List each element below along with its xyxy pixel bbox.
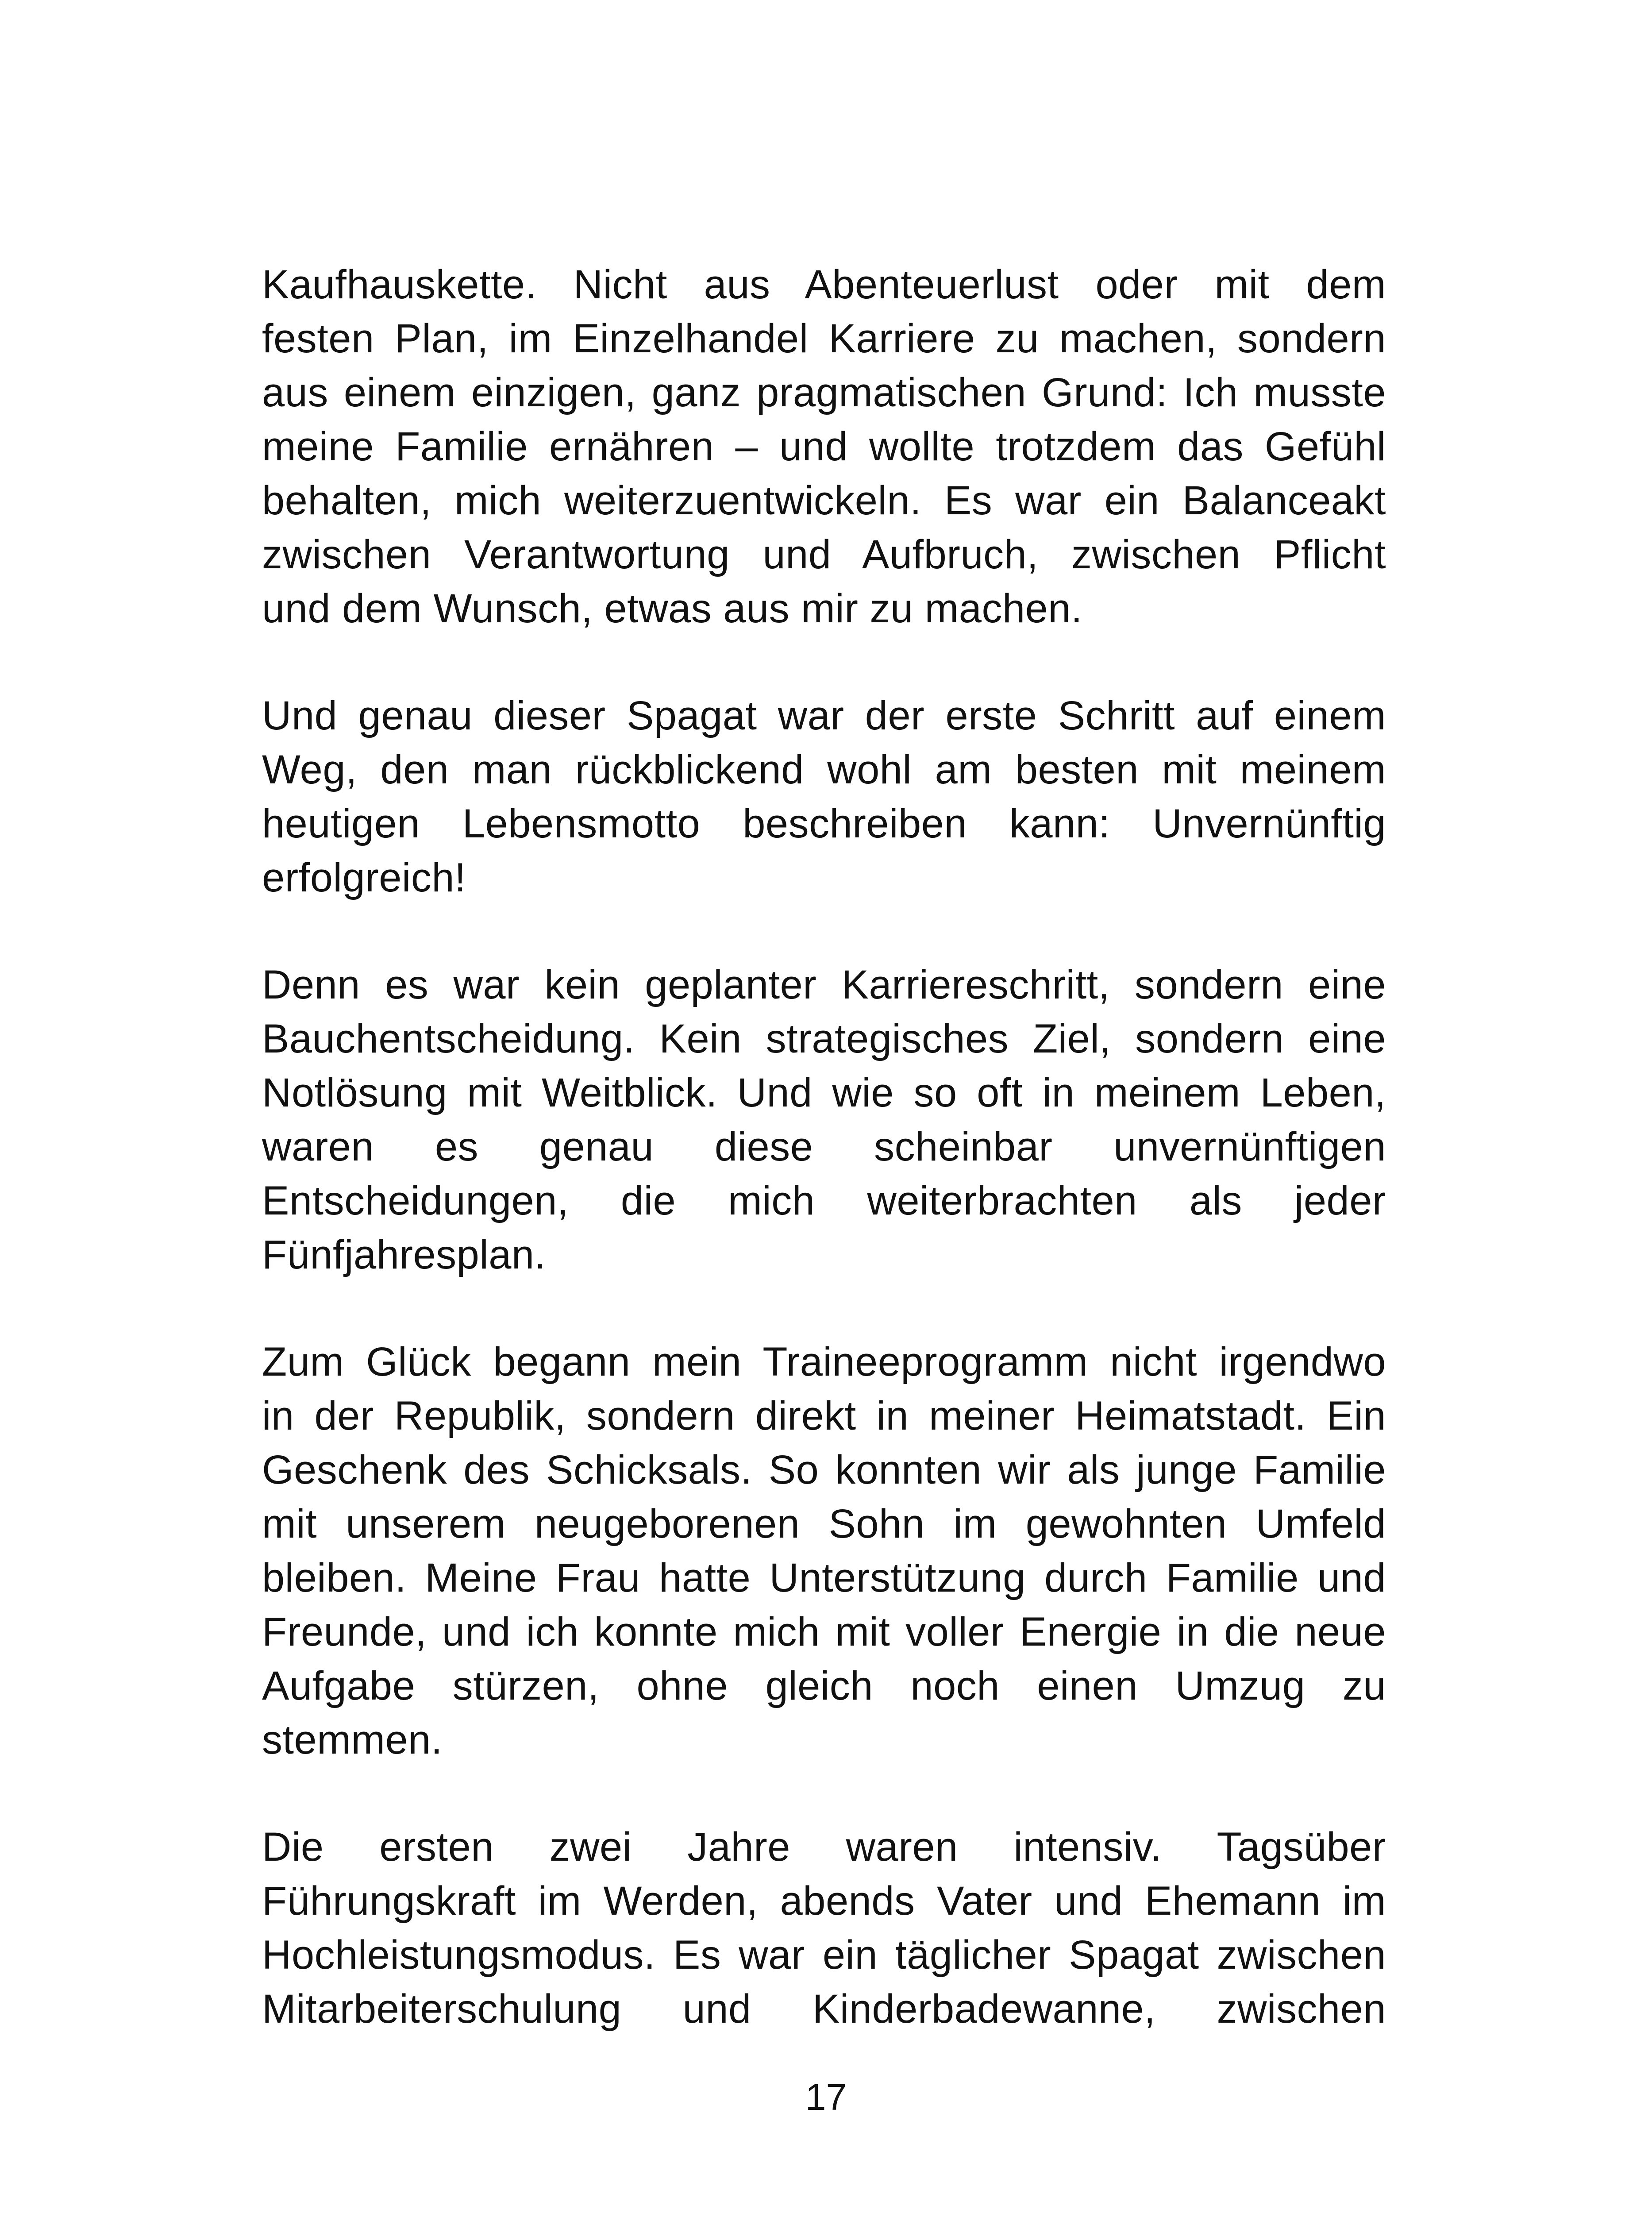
text-line: Denn es war kein geplanter Karriereschritt, sondern eine: [262, 962, 1386, 1007]
text-line: Bauchentscheidung. Kein strategisches Ziel, sondern eine: [262, 1016, 1386, 1061]
paragraph: [262, 958, 1386, 1282]
text-line: zwischen Verantwortung und Aufbruch, zwischen Pflicht: [262, 532, 1386, 577]
text-line: in der Republik, sondern direkt in meiner Heimatstadt. Ein: [262, 1393, 1386, 1438]
text-line: und dem Wunsch, etwas aus mir zu machen.: [262, 586, 1083, 631]
paragraph: [262, 1820, 1386, 2036]
text-line: stemmen.: [262, 1717, 443, 1762]
text-line: Fünfjahresplan.: [262, 1232, 546, 1277]
text-line: Die ersten zwei Jahre waren intensiv. Tagsüber: [262, 1824, 1386, 1870]
page-number: 17: [805, 2076, 847, 2118]
text-line: mit unserem neugeborenen Sohn im gewohnten Umfeld: [262, 1501, 1386, 1546]
text-line: erfolgreich!: [262, 855, 466, 900]
page-body: [262, 258, 1386, 2089]
text-line: waren es genau diese scheinbar unvernünftigen: [262, 1124, 1386, 1169]
text-line: Hochleistungsmodus. Es war ein täglicher Spagat zwischen: [262, 1932, 1386, 1978]
text-line: Kaufhauskette. Nicht aus Abenteuerlust oder mit dem: [262, 262, 1386, 307]
text-line: meine Familie ernähren – und wollte trotzdem das Gefühl: [262, 424, 1386, 469]
text-line: heutigen Lebensmotto beschreiben kann: Unvernünftig: [262, 801, 1386, 846]
text-line: Notlösung mit Weitblick. Und wie so oft in meinem Leben,: [262, 1070, 1386, 1115]
text-line: Mitarbeiterschulung und Kinderbadewanne, zwischen: [262, 1986, 1386, 2032]
text-line: Und genau dieser Spagat war der erste Schritt auf einem: [262, 693, 1386, 738]
text-line: Zum Glück begann mein Traineeprogramm nicht irgendwo: [262, 1339, 1386, 1384]
paragraph: [262, 1335, 1386, 1767]
text-line: Führungskraft im Werden, abends Vater und Ehemann im: [262, 1878, 1386, 1924]
text-line: aus einem einzigen, ganz pragmatischen Grund: Ich musste: [262, 370, 1386, 415]
text-line: Entscheidungen, die mich weiterbrachten als jeder: [262, 1178, 1386, 1223]
text-line: festen Plan, im Einzelhandel Karriere zu machen, sondern: [262, 316, 1386, 361]
paragraph: [262, 258, 1386, 636]
text-line: behalten, mich weiterzuentwickeln. Es war ein Balanceakt: [262, 478, 1386, 523]
text-line: Freunde, und ich konnte mich mit voller Energie in die neue: [262, 1609, 1386, 1654]
text-line: Weg, den man rückblickend wohl am besten mit meinem: [262, 747, 1386, 792]
paragraph: [262, 689, 1386, 905]
text-line: Geschenk des Schicksals. So konnten wir als junge Familie: [262, 1447, 1386, 1492]
text-line: bleiben. Meine Frau hatte Unterstützung durch Familie und: [262, 1555, 1386, 1600]
text-line: Aufgabe stürzen, ohne gleich noch einen Umzug zu: [262, 1663, 1386, 1708]
